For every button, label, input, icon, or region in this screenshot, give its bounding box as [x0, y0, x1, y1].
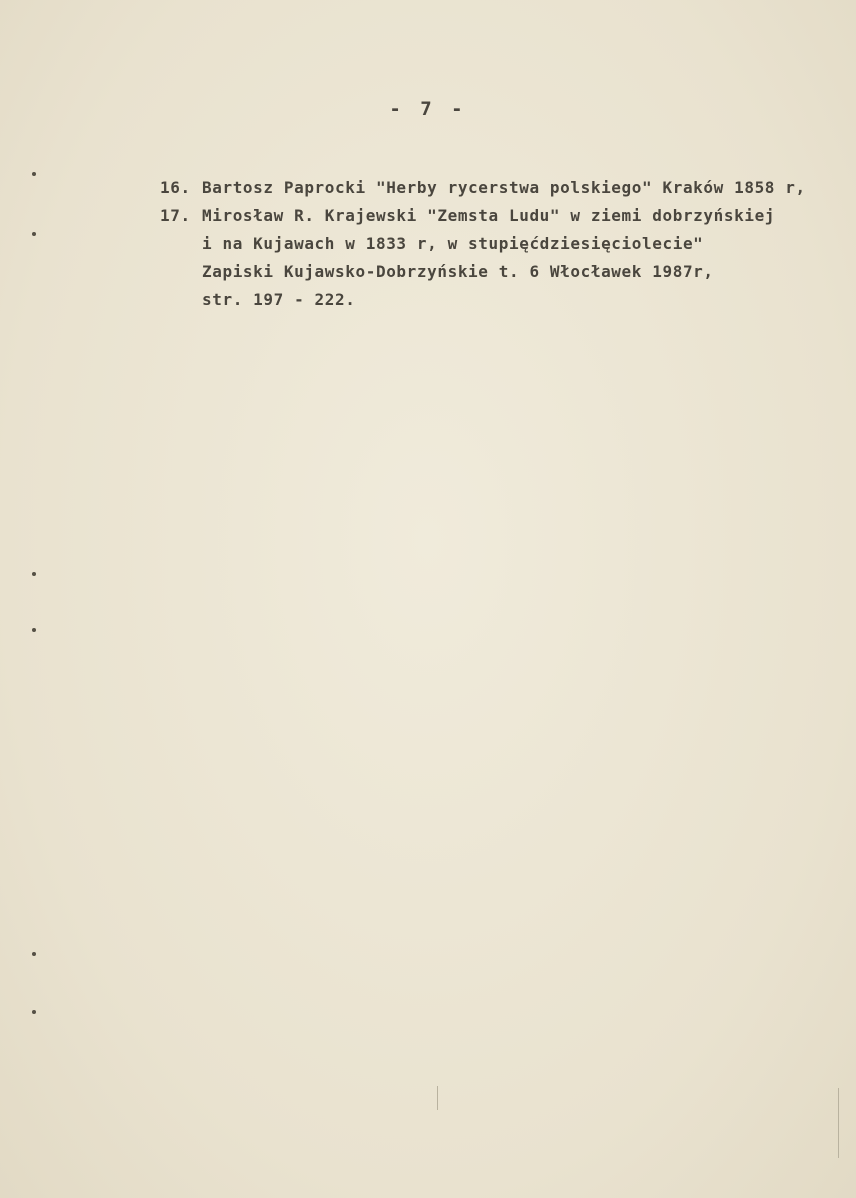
entry-number: 16. [160, 178, 191, 197]
entry-line [160, 202, 840, 230]
scan-mark [838, 1088, 839, 1158]
scan-mark [437, 1086, 438, 1110]
margin-dot [32, 572, 36, 576]
margin-dot [32, 1010, 36, 1014]
entry-text: Mirosław R. Krajewski "Zemsta Ludu" w ziemi dobrzyńskiej [202, 206, 776, 225]
margin-dot [32, 172, 36, 176]
bibliography-list [160, 174, 840, 314]
entry-text: Bartosz Paprocki "Herby rycerstwa polskiego" Kraków 1858 r, [202, 178, 806, 197]
margin-dot [32, 952, 36, 956]
bibliography-entry [160, 202, 840, 314]
entry-line: i na Kujawach w 1833 r, w stupięćdziesięciolecie" [202, 234, 704, 253]
bibliography-entry [160, 174, 840, 202]
entry-line: Zapiski Kujawsko-Dobrzyńskie t. 6 Włocławek 1987r, [202, 262, 714, 281]
entry-line: str. 197 - 222. [202, 290, 356, 309]
margin-dot [32, 232, 36, 236]
entry-number: 17. [160, 206, 191, 225]
margin-dot [32, 628, 36, 632]
page-number: - 7 - [389, 98, 467, 120]
entry-line [160, 174, 840, 202]
